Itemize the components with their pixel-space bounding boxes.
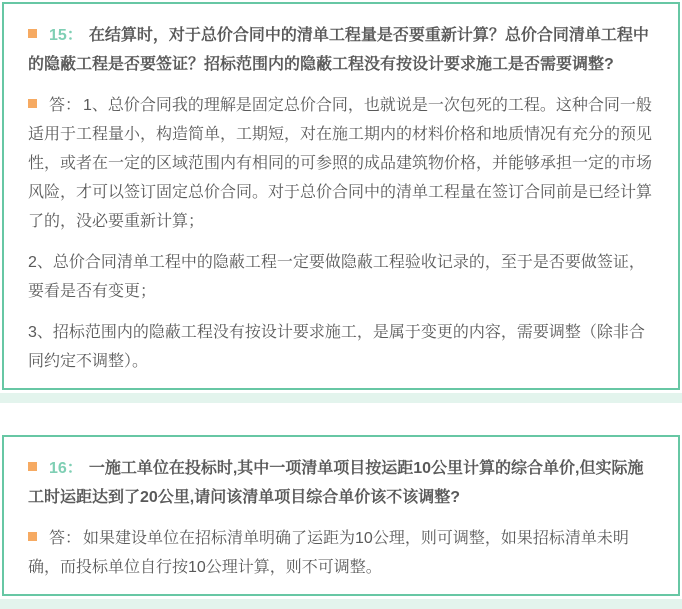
question-text: 在结算时，对于总价合同中的清单工程量是否要重新计算？总价合同清单工程中的隐蔽工程是否要签证？招标范围内的隐蔽工程没有按设计要求施工是否需要调整? — [28, 27, 649, 73]
question-16 — [28, 454, 654, 512]
orange-square-bullet-icon — [28, 532, 37, 541]
answer-paragraph: 如果建设单位在招标清单明确了运距为10公理，则可调整，如果招标清单未明确，而投标单位自行按10公理计算，则不可调整。 — [28, 530, 629, 576]
qa-card-16 — [2, 435, 680, 596]
orange-square-bullet-icon — [28, 462, 37, 471]
answer-paragraph: 1、总价合同我的理解是固定总价合同，也就说是一次包死的工程。这种合同一般适用于工程量小，构造简单，工期短，对在施工期内的材料价格和地质情况有充分的预见性，或者在一定的区域范围内有相同的可参照的成品建筑物价格，并能够承担一定的市场风险，才可以签订固定总价合同。对于总价合同中的清单工程量在签订合同前是已经计算了的，没必要重新计算； — [28, 97, 653, 230]
card-shadow-strip — [0, 393, 682, 403]
card-shadow-strip — [0, 599, 682, 609]
answer-15-lead — [28, 91, 654, 236]
qa-block-15 — [0, 2, 682, 403]
answer-label: 答： — [49, 530, 82, 547]
orange-square-bullet-icon — [28, 99, 37, 108]
question-text: 一施工单位在投标时,其中一项清单项目按运距10公里计算的综合单价,但实际施工时运距达到了20公里,请问该清单项目综合单价该不该调整? — [28, 460, 644, 506]
orange-square-bullet-icon — [28, 29, 37, 38]
qa-card-15 — [2, 2, 680, 390]
question-15 — [28, 21, 654, 79]
answer-paragraph: 2、总价合同清单工程中的隐蔽工程一定要做隐蔽工程验收记录的，至于是否要做签证，要看是否有变更； — [28, 254, 645, 300]
question-number: 15： — [49, 27, 83, 44]
answer-label: 答： — [49, 97, 82, 114]
question-number: 16： — [49, 460, 83, 477]
answer-paragraph: 3、招标范围内的隐蔽工程没有按设计要求施工，是属于变更的内容，需要调整（除非合同约定不调整）。 — [28, 324, 645, 370]
answer-16-lead — [28, 524, 654, 582]
qa-block-16 — [0, 435, 682, 609]
